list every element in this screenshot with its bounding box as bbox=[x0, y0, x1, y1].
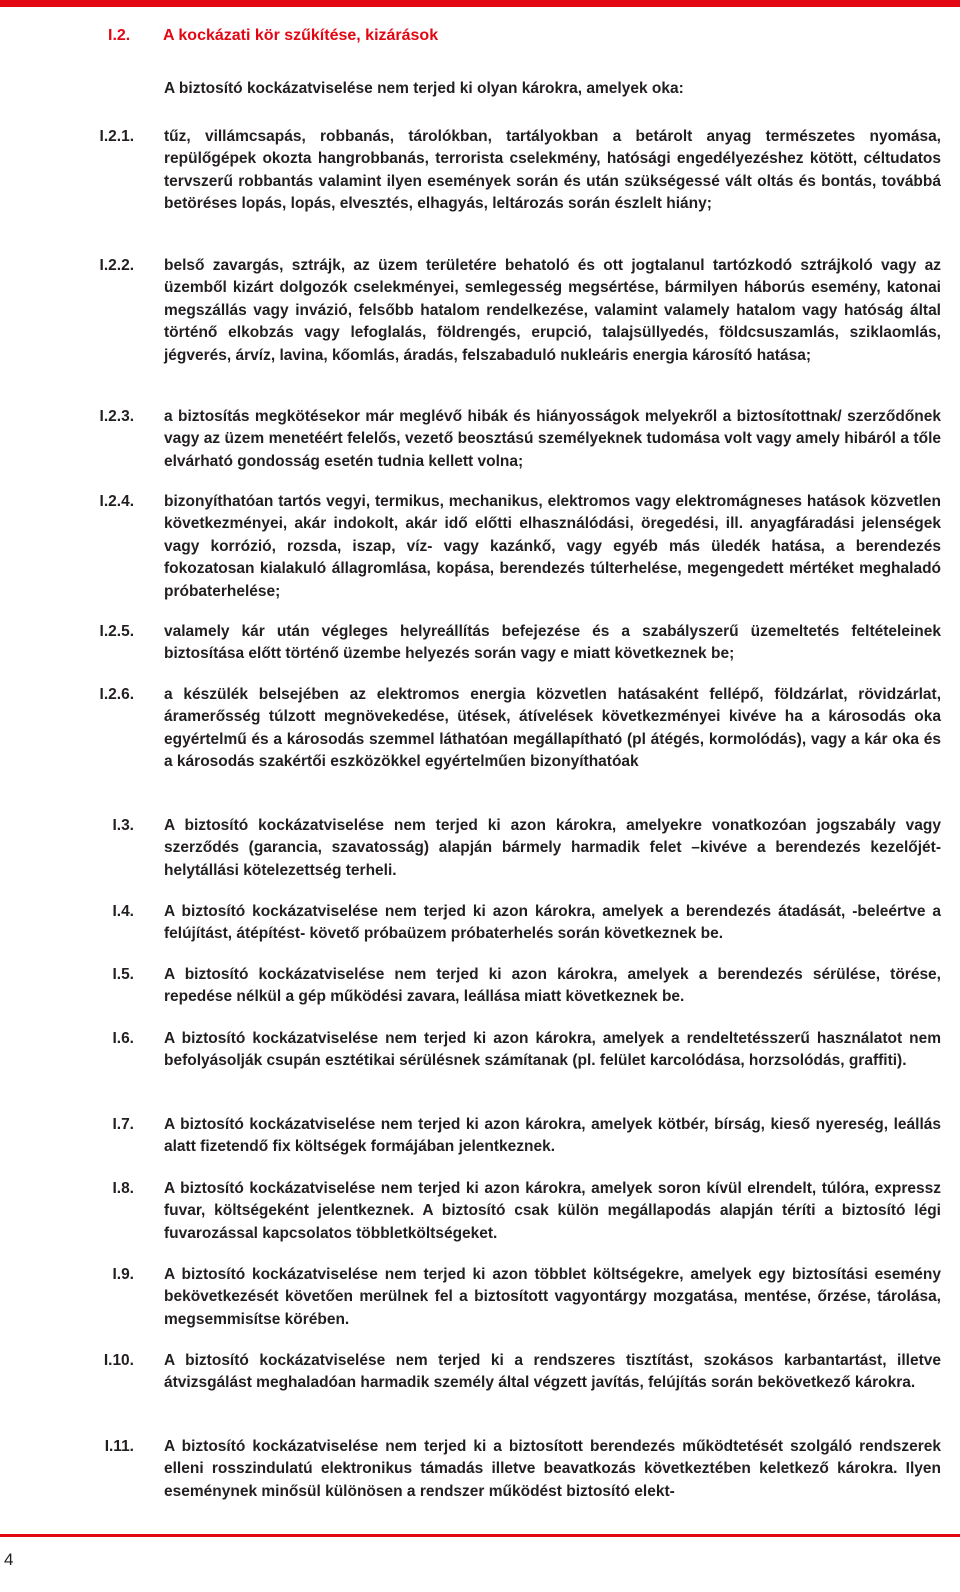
clause-text: A biztosító kockázatviselése nem terjed ki a biztosított berendezés működtetését szolgáló rendszerek elleni rosszindulatú elektronikus támadás illetve beavatkozás következtében keletkező károkra. Ilyen eseménynek minősül különösen a rendszer működést biztosító elekt- bbox=[164, 1438, 941, 1500]
clause-number: I.2.4. bbox=[99, 493, 134, 510]
clause-text: A biztosító kockázatviselése nem terjed ki azon többlet költségekre, amelyek egy biztosítási esemény bekövetkezését követően merülnek fel a biztosított vagyontárgy mozgatása, mentése, őrzése, tárolása, megsemmisítse körében. bbox=[164, 1266, 941, 1328]
clause-text: A biztosító kockázatviselése nem terjed ki azon károkra, amelyek soron kívül elrendelt, túlóra, expressz fuvar, költségeként jelentkeznek. A biztosító csak külön megállapodás alapján téríti a biztosító légi fuvarozással kapcsolatos többletköltségeket. bbox=[164, 1180, 941, 1242]
section-number: I.2. bbox=[108, 27, 131, 44]
clause-number: I.11. bbox=[104, 1438, 134, 1455]
clause-text: A biztosító kockázatviselése nem terjed ki azon károkra, amelyek a berendezés átadását, -beleértve a felújítást, átépítést- követő próbaüzem próbaterhelés során következnek be. bbox=[164, 903, 941, 943]
clause-number: I.2.3. bbox=[99, 408, 134, 425]
clause-number: I.8. bbox=[112, 1180, 134, 1197]
clause-number: I.2.5. bbox=[99, 623, 134, 640]
footer-accent-line bbox=[0, 1534, 960, 1537]
clause-number: I.7. bbox=[112, 1116, 134, 1133]
clause-text: bizonyíthatóan tartós vegyi, termikus, mechanikus, elektromos vagy elektromágneses hatások közvetlen következményei, akár indokolt, akár idő előtti elhasználódási, öregedési, ill. anyagfáradási jelenségek vagy korrózió, rozsda, iszap, víz- vagy kazánkő, vagy egyéb más üledék hatása, a berendezés fokozatosan kialakuló állagromlása, kopása, berendezés túlterhelése, megengedett mértéket meghaladó próbaterhelése; bbox=[164, 493, 941, 600]
clause-number: I.10. bbox=[103, 1352, 134, 1369]
clause-number: I.2.6. bbox=[99, 686, 134, 703]
clause-number: I.3. bbox=[112, 817, 134, 834]
clause-number: I.5. bbox=[112, 966, 134, 983]
clause-text: valamely kár után végleges helyreállítás befejezése és a szabályszerű üzemeltetés feltételeinek biztosítása előtt történő üzembe helyezés során vagy e miatt következnek be; bbox=[164, 623, 941, 663]
top-accent-bar bbox=[0, 0, 960, 7]
clause-text: a készülék belsejében az elektromos energia közvetlen hatásaként fellépő, földzárlat, rövidzárlat, áramerősség túlzott megnövekedése, ütések, átívelések következményei kivéve ha a károsodás oka egyértelmű és a károsodás szemmel láthatóan megállapítható (pl átégés, kormolódás), vagy a kár oka és a károsodás szakértői eszközökkel egyértelműen bizonyíthatóak bbox=[164, 686, 941, 771]
clause-text: A biztosító kockázatviselése nem terjed ki azon károkra, amelyek a rendeltetésszerű használatot nem befolyásolják csupán esztétikai sérülésnek számítanak (pl. felület karcolódása, horzsolódás, graffiti). bbox=[164, 1030, 941, 1070]
clause-number: I.6. bbox=[112, 1030, 134, 1047]
clause-number: I.2.2. bbox=[99, 257, 134, 274]
page-number: 4 bbox=[4, 1550, 14, 1569]
clause-text: A biztosító kockázatviselése nem terjed ki azon károkra, amelyek kötbér, bírság, kieső nyereség, leállás alatt fizetendő fix költségek formájában jelentkeznek. bbox=[164, 1116, 941, 1156]
intro-paragraph: A biztosító kockázatviselése nem terjed ki olyan károkra, amelyek oka: bbox=[164, 80, 684, 97]
clause-text: tűz, villámcsapás, robbanás, tárolókban, tartályokban a betárolt anyag természetes nyomása, repülőgépek okozta hangrobbanás, terrorista cselekmény, hatósági engedélyezéshez kötött, céltudatos tervszerű robbantás valamint ilyen események során és után szükségessé vált oltás és bontás, továbbá betöréses lopás, lopás, elvesztés, elhagyás, leltározás során észlelt hiány; bbox=[164, 128, 941, 213]
clause-text: belső zavargás, sztrájk, az üzem területére behatoló és ott jogtalanul tartózkodó sztrájkoló vagy az üzemből kizárt dolgozók cselekményei, semlegesség megsértése, bármilyen háborús esemény, katonai megszállás vagy invázió, felsőbb hatalom rendelkezése, valamint valamely hatalom vagy hatóság által történő elkobzás vagy lefoglalás, földrengés, erupció, talajsüllyedés, földcsuszamlás, sziklaomlás, jégverés, árvíz, lavina, kőomlás, áradás, felszabaduló nukleáris energia károsító hatása; bbox=[164, 257, 941, 364]
clause-number: I.4. bbox=[112, 903, 134, 920]
clause-text: A biztosító kockázatviselése nem terjed ki azon károkra, amelyekre vonatkozóan jogszabály vagy szerződés (garancia, szavatosság) alapján bármely harmadik felet –kivéve a berendezés kezelőjét- helytállási kötelezettség terheli. bbox=[164, 817, 941, 879]
section-title: A kockázati kör szűkítése, kizárások bbox=[163, 27, 439, 44]
clause-text: a biztosítás megkötésekor már meglévő hibák és hiányosságok melyekről a biztosítottnak/ szerződőnek vagy az üzem menetéért felelős, vezető beosztású személyeknek tudomása volt vagy amely hibáról a tőle elvárható gondosság esetén tudnia kellett volna; bbox=[164, 408, 941, 470]
clause-text: A biztosító kockázatviselése nem terjed ki azon károkra, amelyek a berendezés sérülése, törése, repedése nélkül a gép működési zavara, leállása miatt következnek be. bbox=[164, 966, 941, 1006]
clause-number: I.9. bbox=[112, 1266, 134, 1283]
clause-text: A biztosító kockázatviselése nem terjed ki a rendszeres tisztítást, szokásos karbantartást, illetve átvizsgálást meghaladóan harmadik személy által végzett javítás, felújítás során bekövetkező károkra. bbox=[164, 1352, 941, 1392]
clause-number: I.2.1. bbox=[99, 128, 134, 145]
